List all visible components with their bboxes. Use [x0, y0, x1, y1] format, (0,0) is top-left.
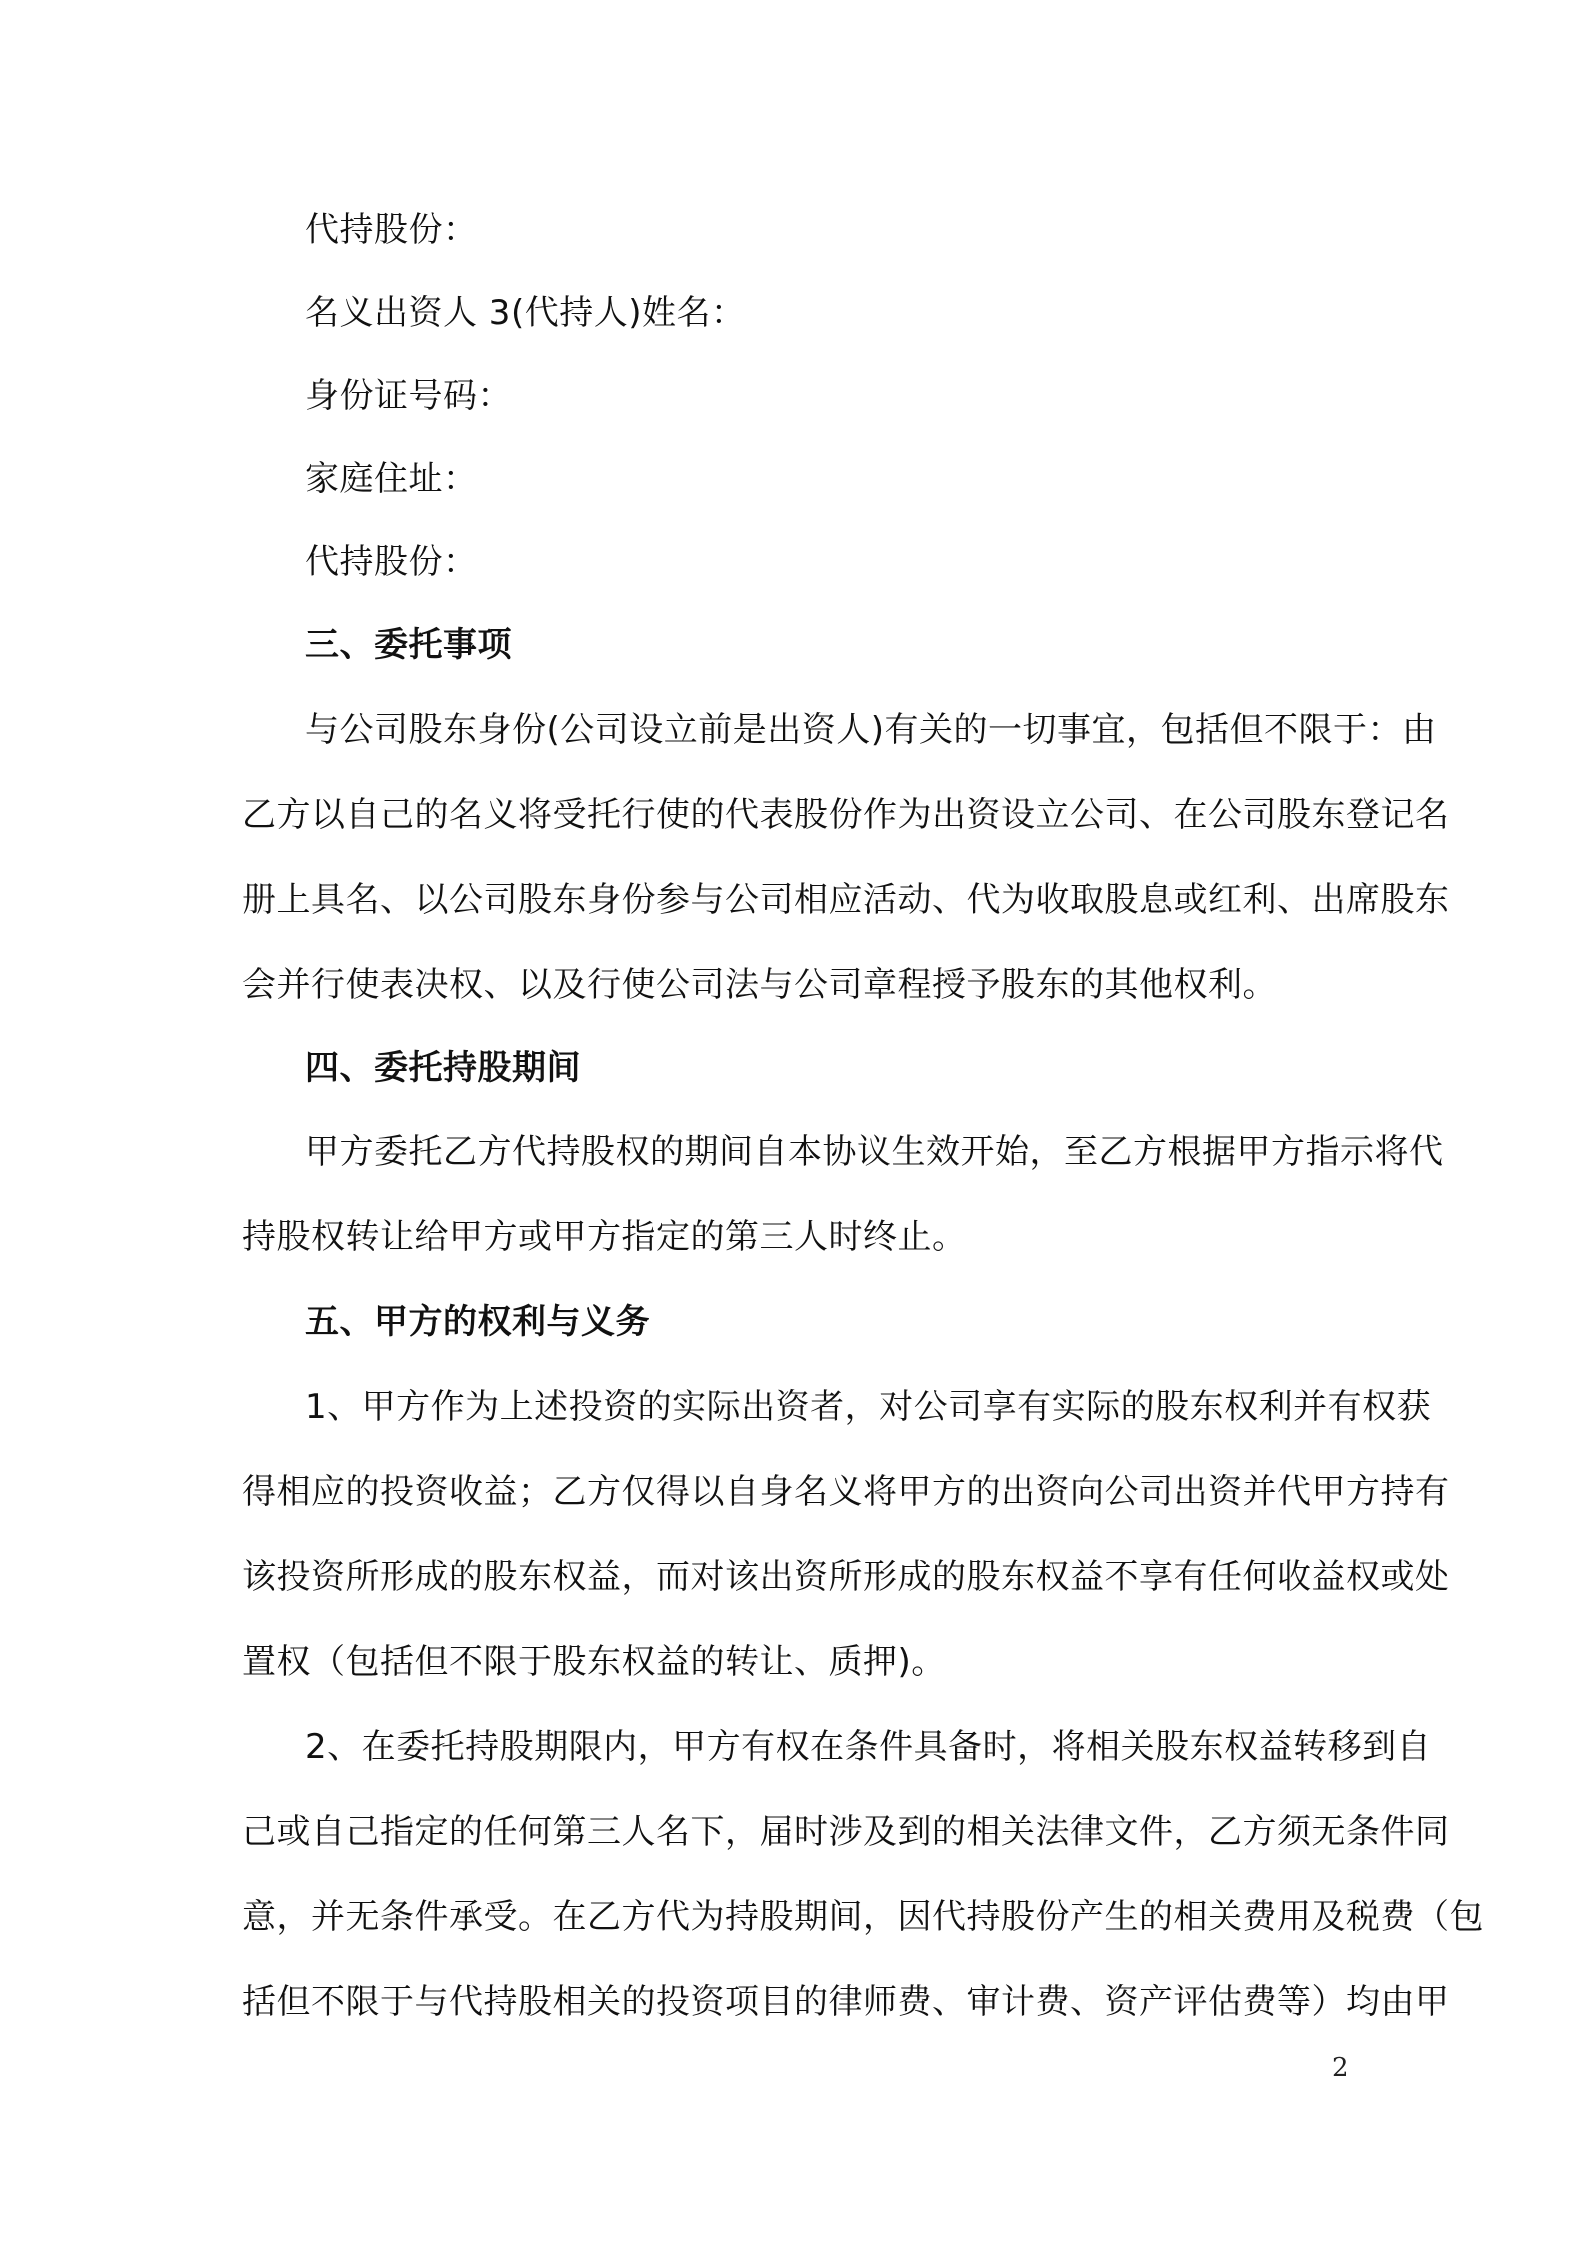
section-5-item-2-line: 意，并无条件承受。在乙方代为持股期间，因代持股份产生的相关费用及税费（包	[242, 1897, 1484, 1937]
section-4-heading: 四、委托持股期间	[305, 1048, 581, 1088]
section-3-line: 与公司股东身份(公司设立前是出资人)有关的一切事宜，包括但不限于：由	[305, 710, 1437, 750]
section-4-line: 甲方委托乙方代持股权的期间自本协议生效开始，至乙方根据甲方指示将代	[305, 1132, 1444, 1172]
section-3-line: 乙方以自己的名义将受托行使的代表股份作为出资设立公司、在公司股东登记名	[242, 795, 1450, 835]
field-home-address: 家庭住址：	[305, 459, 478, 499]
section-4-line: 持股权转让给甲方或甲方指定的第三人时终止。	[242, 1217, 967, 1257]
field-shares-held-3: 代持股份：	[305, 542, 478, 582]
section-5-item-1-line: 该投资所形成的股东权益，而对该出资所形成的股东权益不享有任何收益权或处	[242, 1557, 1450, 1597]
section-5-item-1-line: 1、甲方作为上述投资的实际出资者，对公司享有实际的股东权利并有权获	[305, 1387, 1432, 1427]
section-5-item-1-line: 得相应的投资收益；乙方仅得以自身名义将甲方的出资向公司出资并代甲方持有	[242, 1472, 1450, 1512]
section-3-line: 会并行使表决权、以及行使公司法与公司章程授予股东的其他权利。	[242, 965, 1277, 1005]
section-5-item-2-line: 括但不限于与代持股相关的投资项目的律师费、审计费、资产评估费等）均由甲	[242, 1982, 1450, 2022]
section-5-heading: 五、甲方的权利与义务	[305, 1302, 650, 1342]
section-5-item-2-line: 2、在委托持股期限内，甲方有权在条件具备时，将相关股东权益转移到自	[305, 1727, 1432, 1767]
section-3-heading: 三、委托事项	[305, 625, 512, 665]
page-number: 2	[1332, 2053, 1349, 2083]
section-5-item-1-line: 置权（包括但不限于股东权益的转让、质押)。	[242, 1642, 946, 1682]
field-nominee-3-name: 名义出资人 3(代持人)姓名：	[305, 293, 746, 333]
section-5-item-2-line: 己或自己指定的任何第三人名下，届时涉及到的相关法律文件，乙方须无条件同	[242, 1812, 1450, 1852]
field-shares-held: 代持股份：	[305, 210, 478, 250]
field-id-number: 身份证号码：	[305, 376, 512, 416]
section-3-line: 册上具名、以公司股东身份参与公司相应活动、代为收取股息或红利、出席股东	[242, 880, 1450, 920]
